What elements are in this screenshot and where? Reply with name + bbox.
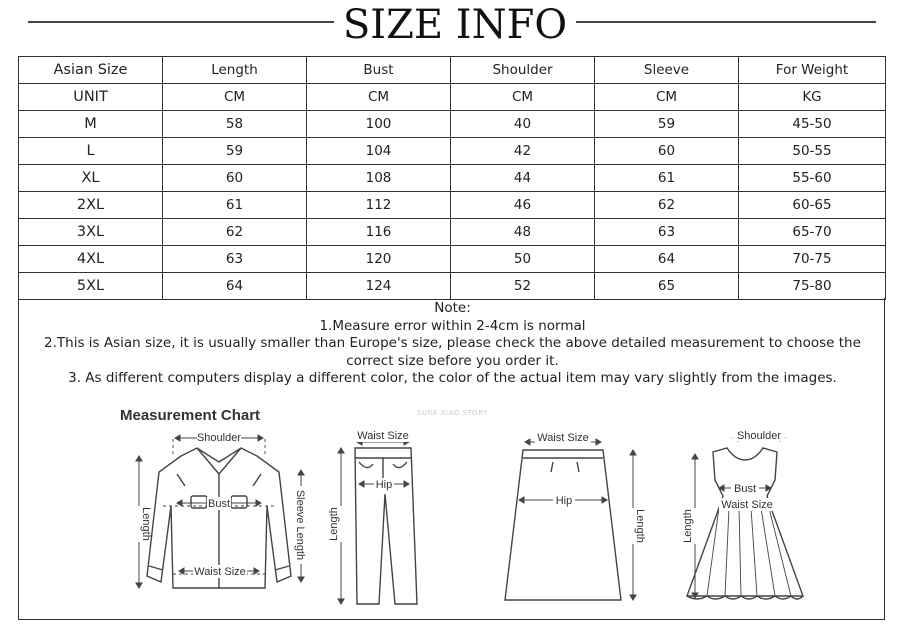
notes-text [19, 300, 886, 388]
table-unit-row-cell: CM [595, 84, 739, 111]
skirt-waist-label: Waist Size [537, 432, 589, 444]
table-row-cell: 50 [451, 246, 595, 273]
page-title: SIZE INFO [342, 2, 568, 48]
table-row-cell: 61 [595, 165, 739, 192]
table-row-cell: 45-50 [739, 111, 886, 138]
table-row-cell: 4XL [19, 246, 163, 273]
table-row-cell: 65 [595, 273, 739, 300]
table-row-cell: 3XL [19, 219, 163, 246]
table-row-cell: XL [19, 165, 163, 192]
table-unit-row-cell: CM [163, 84, 307, 111]
pants-icon [319, 428, 429, 608]
table-row-cell: 5XL [19, 273, 163, 300]
measurement-chart-title: Measurement Chart [120, 407, 261, 424]
table-row-cell: 58 [163, 111, 307, 138]
table-row-cell: 62 [595, 192, 739, 219]
table-header-row-cell: Bust [307, 57, 451, 84]
table-header-row-cell: Shoulder [451, 57, 595, 84]
dress-bust-label: Bust [733, 483, 757, 495]
table-row-cell: 52 [451, 273, 595, 300]
note-line-3: 3. As different computers display a different color, the color of the actual item may vary slightly from the images. [68, 370, 837, 386]
notes-panel [18, 298, 885, 620]
table-header-row-cell: For Weight [739, 57, 886, 84]
table-unit-row-cell: CM [451, 84, 595, 111]
skirt-hip-label: Hip [555, 495, 573, 507]
table-unit-row [19, 84, 886, 111]
table-row-cell: 64 [595, 246, 739, 273]
shirt-shoulder-label: Shoulder [196, 432, 242, 444]
table-row-cell: 75-80 [739, 273, 886, 300]
table-row [19, 192, 886, 219]
skirt-length-label: Length [634, 509, 646, 543]
table-header-row-cell: Asian Size [19, 57, 163, 84]
note-line-1: 1.Measure error within 2-4cm is normal [319, 317, 586, 334]
table-row-cell: 63 [163, 246, 307, 273]
table-row-cell: 104 [307, 138, 451, 165]
table-row-cell: 59 [163, 138, 307, 165]
table-unit-row-cell: KG [739, 84, 886, 111]
table-row-cell: 40 [451, 111, 595, 138]
table-row-cell: 59 [595, 111, 739, 138]
table-row-cell: 42 [451, 138, 595, 165]
watermark: SURE XIAO STORY [417, 409, 488, 417]
table-row-cell: 116 [307, 219, 451, 246]
table-header-row [19, 57, 886, 84]
table-row-cell: 100 [307, 111, 451, 138]
notes-heading: Note: [434, 300, 471, 316]
shirt-length-label: Length [140, 507, 152, 541]
table-row [19, 246, 886, 273]
shirt-waist-label: Waist Size [194, 566, 246, 578]
table-row-cell: 108 [307, 165, 451, 192]
dress-shoulder-label: Shoulder [736, 430, 782, 442]
table-row-cell: 55-60 [739, 165, 886, 192]
table-row-cell: 2XL [19, 192, 163, 219]
size-table-body [19, 57, 886, 300]
skirt-icon [497, 428, 647, 608]
dress-length-label: Length [682, 509, 694, 543]
table-row-cell: 120 [307, 246, 451, 273]
table-header-row-cell: Sleeve [595, 57, 739, 84]
table-row [19, 165, 886, 192]
table-row [19, 273, 886, 300]
pants-waist-label: Waist Size [357, 430, 409, 442]
table-row-cell: 62 [163, 219, 307, 246]
pants-figure [319, 428, 429, 608]
table-row-cell: 48 [451, 219, 595, 246]
table-row-cell: 61 [163, 192, 307, 219]
table-row-cell: M [19, 111, 163, 138]
table-row-cell: 60 [595, 138, 739, 165]
table-unit-row-cell: UNIT [19, 84, 163, 111]
table-row [19, 111, 886, 138]
shirt-sleeve-label: Sleeve Length [294, 489, 306, 561]
table-header-row-cell: Length [163, 57, 307, 84]
dress-icon [673, 426, 823, 608]
skirt-figure [497, 428, 647, 608]
table-row-cell: 112 [307, 192, 451, 219]
shirt-bust-label: Bust [207, 498, 231, 510]
table-row-cell: 63 [595, 219, 739, 246]
table-row-cell: 60-65 [739, 192, 886, 219]
pants-length-label: Length [328, 507, 340, 541]
pants-hip-label: Hip [375, 479, 393, 491]
title-rule-right [576, 21, 876, 23]
table-row-cell: 124 [307, 273, 451, 300]
dress-figure [673, 426, 823, 608]
table-row-cell: 44 [451, 165, 595, 192]
dress-waist-label: Waist Size [721, 499, 773, 511]
shirt-figure [119, 426, 319, 601]
table-row-cell: 60 [163, 165, 307, 192]
table-row-cell: 70-75 [739, 246, 886, 273]
table-unit-row-cell: CM [307, 84, 451, 111]
table-row-cell: 65-70 [739, 219, 886, 246]
table-row-cell: 50-55 [739, 138, 886, 165]
table-row [19, 138, 886, 165]
table-row-cell: 64 [163, 273, 307, 300]
size-table [18, 56, 886, 300]
title-rule-left [28, 21, 334, 23]
table-row-cell: 46 [451, 192, 595, 219]
table-row-cell: L [19, 138, 163, 165]
title-bar [0, 0, 904, 52]
shirt-icon [119, 426, 319, 601]
note-line-2: 2.This is Asian size, it is usually smaller than Europe's size, please check the above detailed measurement to choose the correct size before you order it. [44, 335, 861, 369]
table-row [19, 219, 886, 246]
